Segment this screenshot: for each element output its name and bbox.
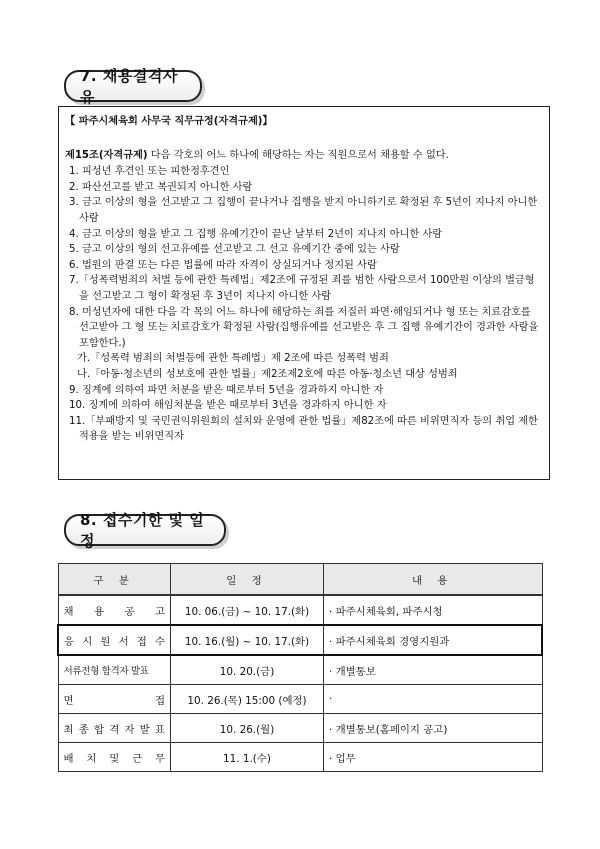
label-char: 자	[124, 723, 135, 736]
label-char: 최	[63, 723, 74, 736]
label-char: 치	[86, 752, 97, 765]
list-item: 11.「부패방지 및 국민권익위원회의 설치와 운영에 관한 법률」제82조에 따른 비위면직자 등의 취업 제한 적용을 받는 비위면직자	[69, 415, 538, 443]
header-category: 구 분	[58, 564, 171, 596]
schedule-table	[57, 563, 543, 772]
row-content: · 개별통보	[324, 655, 543, 685]
list-item: 9. 징계에 의하여 파면 처분을 받은 때로부터 5년을 경과하지 아니한 자	[69, 384, 384, 396]
sub-item: 가.「성폭력 범죄의 처벌등에 관한 특례법」제 2조에 따른 성폭력 범죄	[77, 353, 389, 365]
label-char: 공	[124, 605, 135, 618]
row-label	[58, 625, 171, 655]
spread-label	[64, 692, 166, 707]
disqualification-box	[58, 106, 550, 480]
list-item: 5. 금고 이상의 형의 선고유예를 선고받고 그 선고 유예기간 중에 있는 사람	[69, 244, 400, 256]
label-char: 격	[109, 723, 120, 736]
row-date: 10. 06.(금) ~ 10. 17.(화)	[171, 595, 324, 625]
label-char: 종	[78, 723, 89, 736]
spread-label	[64, 750, 166, 765]
row-content: · 파주시체육회, 파주시청	[324, 595, 543, 625]
row-date: 10. 26.(목) 15:00 (예정)	[171, 685, 324, 714]
label-char: 및	[109, 752, 120, 765]
row-label: 서류전형 합격자 발표	[58, 655, 171, 685]
table-row	[58, 625, 542, 655]
label-char: 무	[154, 752, 165, 765]
box-heading: 【 파주시체육회 사무국 직무규정(자격규제)】	[65, 116, 273, 127]
row-content: · 개별통보(홈페이지 공고)	[324, 714, 543, 743]
row-label	[58, 714, 171, 743]
row-content: · 업무	[324, 743, 543, 772]
table-row	[58, 595, 542, 625]
section-7-title: 7. 채용결격사유	[64, 70, 202, 102]
label-char: 배	[63, 752, 74, 765]
row-date: 10. 20.(금)	[171, 655, 324, 685]
table-header-row	[58, 564, 542, 596]
row-date: 11. 1.(수)	[171, 743, 324, 772]
label-char: 합	[93, 723, 105, 736]
spread-label	[64, 603, 166, 618]
article-15	[65, 148, 543, 164]
list-item: 3. 금고 이상의 형을 선고받고 그 집행이 끝나거나 집행을 받지 아니하기로 확정된 후 5년이 지나지 아니한 사람	[69, 197, 538, 224]
spread-label	[64, 721, 166, 736]
table-row	[58, 685, 542, 714]
label-char: 응	[64, 635, 75, 648]
label-char: 접	[136, 635, 147, 648]
table-row	[58, 714, 542, 743]
label-char: 고	[154, 605, 165, 618]
table-row	[58, 655, 542, 685]
label-char: 용	[93, 605, 105, 618]
list-item: 10. 징계에 의하여 해임처분을 받은 때로부터 3년을 경과하지 아니한 자	[69, 400, 387, 412]
article-text: 다음 각호의 어느 하나에 해당하는 자는 직원으로서 채용할 수 없다.	[147, 149, 449, 161]
label-char: 시	[82, 635, 93, 648]
label-char: 근	[132, 752, 143, 765]
label-char: 서	[118, 635, 129, 648]
label-char: 접	[154, 694, 165, 707]
list-item: 7.「성폭력범죄의 처벌 등에 관한 특례법」제2조에 규정된 죄를 범한 사람으로서 100만원 이상의 벌금형을 선고받고 그 형이 확정된 후 3년이 지나지 아니한 사람	[69, 275, 535, 302]
header-schedule: 일 정	[171, 564, 324, 596]
sub-item: 나.「아동·청소년의 성보호에 관한 법률」제2조제2호에 따른 아동·청소년 대상 성범죄	[77, 368, 458, 380]
row-content: ·	[324, 685, 543, 714]
label-char: 원	[100, 635, 111, 648]
list-item: 1. 피성년 후견인 또는 피한정후견인	[69, 166, 230, 178]
row-date: 10. 16.(월) ~ 10. 17.(화)	[171, 625, 324, 655]
row-date: 10. 26.(월)	[171, 714, 324, 743]
spread-label	[64, 633, 165, 648]
list-item: 6. 법원의 판결 또는 다른 법률에 따라 자격이 상실되거나 정지된 사람	[69, 259, 377, 271]
row-label	[58, 595, 171, 625]
row-content: · 파주시체육회 경영지원과	[324, 625, 543, 655]
section-8-title: 8. 접수기한 및 일정	[64, 514, 226, 546]
row-label	[58, 685, 171, 714]
list-item: 2. 파산선고를 받고 복권되지 아니한 사람	[69, 181, 253, 193]
list-item: 4. 금고 이상의 형을 받고 그 집행 유예기간이 끝난 날부터 2년이 지나지 아니한 사람	[69, 228, 443, 240]
row-label	[58, 743, 171, 772]
table-row	[58, 743, 542, 772]
label-char: 채	[63, 605, 74, 618]
label-char: 발	[139, 723, 150, 736]
header-content: 내 용	[324, 564, 543, 596]
label-char: 면	[63, 694, 74, 707]
label-char: 표	[154, 723, 165, 736]
article-label: 제15조(자격규제)	[65, 149, 148, 161]
list-item: 8. 미성년자에 대한 다음 각 목의 어느 하나에 해당하는 죄를 저질러 파면·해임되거나 형 또는 치료감호를 선고받아 그 형 또는 치료감호가 확정된 사람(집행유예를 선고받은 후 그 집행 유예기간이 경과한 사람을 포함한다.)	[69, 306, 539, 349]
label-char: 수	[154, 635, 165, 648]
